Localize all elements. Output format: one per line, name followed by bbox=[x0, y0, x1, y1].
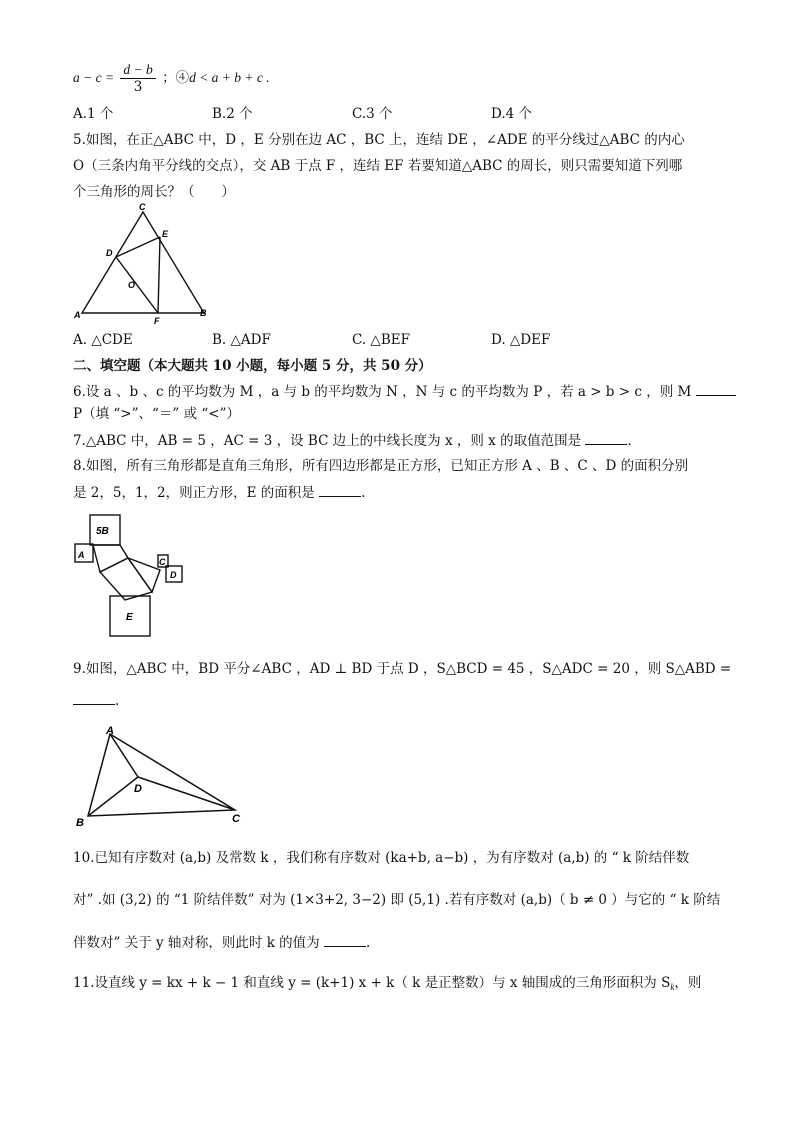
q5-label-e: E bbox=[162, 229, 169, 239]
q8-label-d: D bbox=[170, 570, 177, 580]
q4-option-c[interactable]: C.3 个 bbox=[352, 106, 393, 122]
q5-option-a[interactable]: A. △CDE bbox=[73, 332, 133, 348]
q10-end: . bbox=[365, 935, 371, 951]
q11-line1-wrap bbox=[73, 973, 701, 997]
q4-eq-lhs: a − c = bbox=[73, 70, 115, 85]
q9-segment-bd bbox=[88, 777, 138, 816]
q9-label-d: D bbox=[134, 783, 142, 795]
q8-line1: 8.如图，所有三角形都是直角三角形，所有四边形都是正方形，已知正方形 A 、B 、C 、D 的面积分别 bbox=[73, 458, 689, 474]
q10-line3: 伴数对” 关于 y 轴对称，则此时 k 的值为 bbox=[73, 935, 320, 951]
q11-sub: k bbox=[670, 982, 675, 992]
q4-ineq: d < a + b + c . bbox=[189, 70, 270, 85]
q6-line1: 6.设 a 、b 、c 的平均数为 M ，a 与 b 的平均数为 N ，N 与 c 的平均数为 P ，若 a > b > c ，则 M bbox=[73, 384, 692, 400]
q8-end: . bbox=[361, 485, 366, 501]
q8-square-mid bbox=[93, 545, 128, 572]
q8-triangle-right bbox=[128, 558, 160, 592]
q9-segment-ad bbox=[110, 734, 138, 777]
q7-line bbox=[73, 430, 632, 451]
q5-option-b[interactable]: B. △ADF bbox=[212, 332, 271, 348]
q10-answer-blank[interactable] bbox=[324, 932, 366, 947]
q8-line2-wrap bbox=[73, 482, 365, 503]
q10-line2: 对” .如 (3,2) 的 “1 阶结伴数” 对为 (1×3+2, 3−2) 即 (5,1) .若有序数对 (a,b)（ b ≠ 0 ）与它的 “ k 阶结 bbox=[73, 892, 721, 908]
q9-line2 bbox=[73, 690, 119, 711]
q8-label-c: C bbox=[159, 557, 166, 567]
q9-label-a: A bbox=[106, 725, 114, 737]
q6-answer-blank[interactable] bbox=[696, 381, 736, 396]
q5-label-c: C bbox=[139, 202, 146, 212]
q7-end: . bbox=[627, 433, 632, 449]
q9-segment-dc bbox=[138, 777, 235, 810]
section-heading: 二、填空题（本大题共 10 小题，每小题 5 分，共 50 分） bbox=[73, 358, 432, 374]
q9-label-c: C bbox=[232, 813, 240, 825]
q8-label-a: A bbox=[78, 550, 85, 560]
q4-option-a[interactable]: A.1 个 bbox=[73, 106, 114, 122]
q4-fraction bbox=[120, 62, 155, 95]
q5-option-d[interactable]: D. △DEF bbox=[491, 332, 551, 348]
q8-line2: 是 2，5，1，2，则正方形，E 的面积是 bbox=[73, 485, 315, 501]
q11-line1: 11.设直线 y = kx + k − 1 和直线 y = (k+1) x + k（ k 是正整数）与 x 轴围成的三角形面积为 S bbox=[73, 975, 671, 991]
q4-frac-den: 3 bbox=[133, 79, 143, 95]
q5-segment-df bbox=[116, 257, 158, 313]
q5-line2: O（三条内角平分线的交点），交 AB 于点 F ，连结 EF 若要知道△ABC 的周长，则只需要知道下列哪 bbox=[73, 158, 683, 174]
q4-sep: ；④ bbox=[162, 70, 190, 86]
q5-options bbox=[73, 330, 723, 350]
q7-text: 7.△ABC 中，AB = 5 ，AC = 3 ，设 BC 边上的中线长度为 x ，则 x 的取值范围是 bbox=[73, 433, 582, 449]
q5-line3: 个三角形的周长？（ ） bbox=[73, 184, 235, 200]
q5-label-d: D bbox=[106, 248, 113, 258]
q9-end: . bbox=[115, 693, 120, 709]
q6-line2: P（填 “>”、“＝” 或 “<”） bbox=[73, 406, 240, 422]
q8-label-e: E bbox=[126, 612, 133, 623]
q9-triangle-figure bbox=[70, 722, 250, 832]
q5-option-c[interactable]: C. △BEF bbox=[352, 332, 410, 348]
q9-label-b: B bbox=[76, 817, 84, 829]
q9-line1: 9.如图，△ABC 中，BD 平分∠ABC ，AD ⊥ BD 于点 D ，S△BCD = 45 ，S△ADC = 20 ，则 S△ABD = bbox=[73, 661, 732, 677]
q5-label-f: F bbox=[154, 316, 160, 326]
q11-line1-end: ，则 bbox=[674, 975, 702, 991]
q5-label-b: B bbox=[200, 308, 207, 318]
q8-answer-blank[interactable] bbox=[319, 482, 361, 497]
q7-answer-blank[interactable] bbox=[585, 430, 627, 445]
q4-options bbox=[73, 104, 723, 124]
q4-option-d[interactable]: D.4 个 bbox=[491, 106, 533, 122]
q10-line1: 10.已知有序数对 (a,b) 及常数 k ，我们称有序数对 (ka+b, a−b) ，为有序数对 (a,b) 的 “ k 阶结伴数 bbox=[73, 850, 690, 866]
q4-equation-line bbox=[73, 62, 270, 95]
q9-answer-blank[interactable] bbox=[73, 690, 115, 705]
q4-option-b[interactable]: B.2 个 bbox=[212, 106, 253, 122]
q10-line3-wrap bbox=[73, 932, 370, 953]
q5-segment-ef bbox=[158, 237, 160, 313]
q6-line1-wrap bbox=[73, 381, 736, 402]
q5-line1: 5.如图，在正△ABC 中，D ，E 分别在边 AC ，BC 上，连结 DE ，∠ADE 的平分线过△ABC 的内心 bbox=[73, 132, 685, 148]
q8-squares-figure bbox=[70, 510, 190, 640]
q8-label-b: 5B bbox=[96, 526, 109, 537]
q5-triangle-figure bbox=[70, 200, 220, 330]
q9-triangle-abc bbox=[88, 734, 235, 816]
q5-label-o: O bbox=[128, 280, 136, 290]
q4-frac-num: d − b bbox=[120, 62, 155, 79]
q5-label-a: A bbox=[74, 310, 81, 320]
q5-triangle-abc bbox=[82, 212, 204, 313]
